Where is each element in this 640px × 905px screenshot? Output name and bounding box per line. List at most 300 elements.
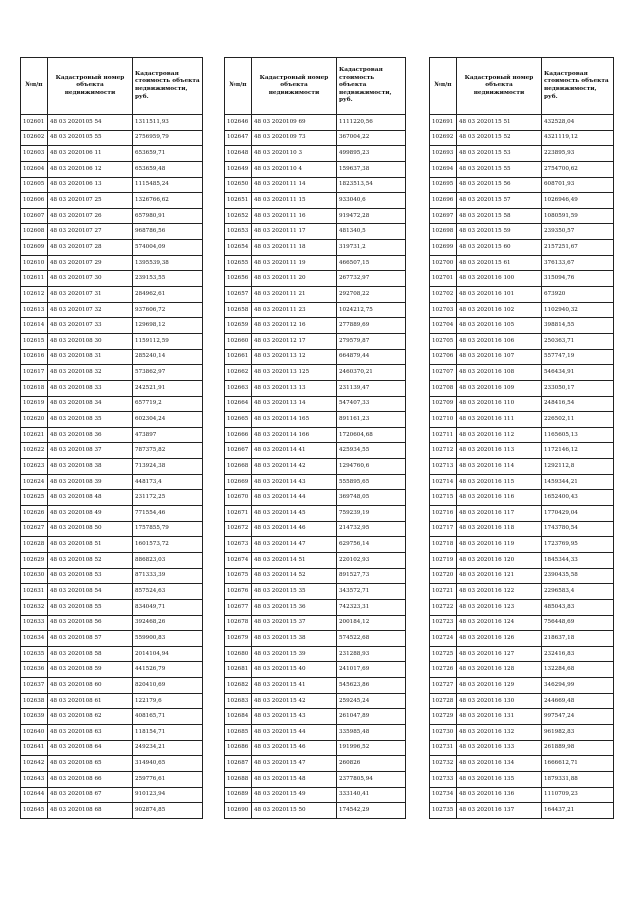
row-number-cell: 102727 [430,678,457,694]
cadastral-number-cell: 48 03 2020108 54 [48,584,133,600]
cadastral-number-cell: 48 03 2020108 67 [48,787,133,803]
cadastral-value-cell: 1026946,49 [542,193,614,209]
cadastral-value-cell: 232416,83 [542,646,614,662]
row-number-cell: 102700 [430,255,457,271]
cadastral-number-cell: 48 03 2020115 59 [457,224,542,240]
table-row [21,552,203,568]
cadastral-value-cell: 285240,14 [133,349,203,365]
cadastral-value-cell: 2377805,94 [337,771,406,787]
cadastral-number-cell: 48 03 2020107 27 [48,224,133,240]
row-number-cell: 102710 [430,412,457,428]
cadastral-number-cell: 48 03 2020116 118 [457,521,542,537]
table-row [430,709,614,725]
cadastral-value-cell: 220102,93 [337,552,406,568]
cadastral-value-cell: 267732,97 [337,271,406,287]
cadastral-number-cell: 48 03 2020106 12 [48,161,133,177]
cadastral-number-cell: 48 03 2020107 31 [48,287,133,303]
table-row [225,771,406,787]
cadastral-table-1 [20,57,203,819]
cadastral-value-cell: 1292112,8 [542,459,614,475]
table-row [225,240,406,256]
row-number-cell: 102733 [430,771,457,787]
cadastral-value-cell: 425934,55 [337,443,406,459]
cadastral-number-cell: 48 03 2020108 31 [48,349,133,365]
table-row [225,349,406,365]
table-row [21,568,203,584]
row-number-cell: 102661 [225,349,252,365]
cadastral-value-cell: 1326766,62 [133,193,203,209]
row-number-cell: 102675 [225,568,252,584]
row-number-cell: 102679 [225,631,252,647]
cadastral-number-cell: 48 03 2020115 50 [252,803,337,819]
row-number-cell: 102601 [21,115,48,131]
cadastral-number-cell: 48 03 2020116 116 [457,490,542,506]
row-number-cell: 102611 [21,271,48,287]
table-row [225,427,406,443]
table-row [430,443,614,459]
row-number-cell: 102647 [225,130,252,146]
cadastral-value-cell: 555895,65 [337,474,406,490]
row-number-cell: 102638 [21,693,48,709]
cadastral-value-cell: 231139,47 [337,380,406,396]
cadastral-number-cell: 48 03 2020108 51 [48,537,133,553]
cadastral-value-cell: 608701,93 [542,177,614,193]
cadastral-number-cell: 48 03 2020116 106 [457,333,542,349]
cadastral-number-cell: 48 03 2020115 42 [252,693,337,709]
table-row [225,271,406,287]
cadastral-value-cell: 2754700,62 [542,161,614,177]
cadastral-value-cell: 657980,91 [133,208,203,224]
cadastral-number-cell: 48 03 2020115 51 [457,115,542,131]
table-row [21,693,203,709]
row-number-cell: 102659 [225,318,252,334]
cadastral-number-cell: 48 03 2020108 39 [48,474,133,490]
header-num: №п/п [21,58,48,115]
cadastral-number-cell: 48 03 2020114 44 [252,490,337,506]
row-number-cell: 102606 [21,193,48,209]
table-row [430,631,614,647]
cadastral-value-cell: 574004,09 [133,240,203,256]
cadastral-number-cell: 48 03 2020108 48 [48,490,133,506]
cadastral-number-cell: 48 03 2020116 133 [457,740,542,756]
table-row [21,224,203,240]
cadastral-value-cell: 248416,54 [542,396,614,412]
row-number-cell: 102608 [21,224,48,240]
row-number-cell: 102718 [430,537,457,553]
table-row [225,208,406,224]
cadastral-value-cell: 244669,48 [542,693,614,709]
row-number-cell: 102688 [225,771,252,787]
row-number-cell: 102671 [225,506,252,522]
row-number-cell: 102636 [21,662,48,678]
row-number-cell: 102623 [21,459,48,475]
row-number-cell: 102691 [430,115,457,131]
table-row [430,302,614,318]
table-row [225,146,406,162]
table-row [430,552,614,568]
cadastral-number-cell: 48 03 2020116 129 [457,678,542,694]
table-row [21,412,203,428]
cadastral-number-cell: 48 03 2020116 107 [457,349,542,365]
cadastral-number-cell: 48 03 2020111 15 [252,193,337,209]
cadastral-value-cell: 1080591,59 [542,208,614,224]
row-number-cell: 102714 [430,474,457,490]
row-number-cell: 102690 [225,803,252,819]
cadastral-number-cell: 48 03 2020116 117 [457,506,542,522]
table-row [430,490,614,506]
cadastral-value-cell: 968786,56 [133,224,203,240]
cadastral-number-cell: 48 03 2020111 23 [252,302,337,318]
table-row [21,506,203,522]
row-number-cell: 102696 [430,193,457,209]
cadastral-number-cell: 48 03 2020115 35 [252,584,337,600]
cadastral-value-cell: 2390435,58 [542,568,614,584]
cadastral-value-cell: 432528,04 [542,115,614,131]
table-row [430,662,614,678]
header-num: №п/п [225,58,252,115]
table-row [430,537,614,553]
cadastral-number-cell: 48 03 2020115 58 [457,208,542,224]
table-row [225,130,406,146]
row-number-cell: 102676 [225,584,252,600]
table-row [21,474,203,490]
cadastral-value-cell: 910123,94 [133,787,203,803]
cadastral-number-cell: 48 03 2020116 136 [457,787,542,803]
table-row [225,161,406,177]
cadastral-value-cell: 250363,71 [542,333,614,349]
row-number-cell: 102628 [21,537,48,553]
cadastral-number-cell: 48 03 2020108 36 [48,427,133,443]
cadastral-number-cell: 48 03 2020107 28 [48,240,133,256]
row-number-cell: 102622 [21,443,48,459]
cadastral-value-cell: 937606,72 [133,302,203,318]
table-row [21,709,203,725]
cadastral-number-cell: 48 03 2020116 131 [457,709,542,725]
cadastral-value-cell: 473897 [133,427,203,443]
table-row [430,193,614,209]
cadastral-value-cell: 546434,91 [542,365,614,381]
cadastral-value-cell: 557747,19 [542,349,614,365]
table-row [225,287,406,303]
cadastral-number-cell: 48 03 2020111 19 [252,255,337,271]
row-number-cell: 102668 [225,459,252,475]
cadastral-value-cell: 218637,18 [542,631,614,647]
cadastral-value-cell: 1723769,95 [542,537,614,553]
cadastral-number-cell: 48 03 2020113 13 [252,380,337,396]
row-number-cell: 102721 [430,584,457,600]
cadastral-value-cell: 481340,5 [337,224,406,240]
row-number-cell: 102699 [430,240,457,256]
cadastral-value-cell: 333140,41 [337,787,406,803]
cadastral-number-cell: 48 03 2020116 102 [457,302,542,318]
cadastral-number-cell: 48 03 2020110 3 [252,146,337,162]
cadastral-number-cell: 48 03 2020113 14 [252,396,337,412]
row-number-cell: 102609 [21,240,48,256]
row-number-cell: 102607 [21,208,48,224]
cadastral-value-cell: 629756,14 [337,537,406,553]
cadastral-number-cell: 48 03 2020116 123 [457,599,542,615]
table-row [225,693,406,709]
table-header-row [21,58,203,115]
row-number-cell: 102672 [225,521,252,537]
table-row [225,318,406,334]
table-row [225,302,406,318]
cadastral-value-cell: 673920 [542,287,614,303]
table-row [430,599,614,615]
cadastral-value-cell: 376133,67 [542,255,614,271]
table-row [430,427,614,443]
table-row [430,333,614,349]
cadastral-number-cell: 48 03 2020111 14 [252,177,337,193]
cadastral-number-cell: 48 03 2020108 30 [48,333,133,349]
table-row [430,740,614,756]
table-row [430,646,614,662]
cadastral-value-cell: 573862,97 [133,365,203,381]
cadastral-value-cell: 653659,71 [133,146,203,162]
cadastral-number-cell: 48 03 2020109 69 [252,115,337,131]
cadastral-number-cell: 48 03 2020108 53 [48,568,133,584]
row-number-cell: 102615 [21,333,48,349]
cadastral-value-cell: 292708,22 [337,287,406,303]
row-number-cell: 102620 [21,412,48,428]
cadastral-value-cell: 1172146,12 [542,443,614,459]
row-number-cell: 102717 [430,521,457,537]
table-row [21,787,203,803]
table-row [430,771,614,787]
cadastral-value-cell: 2460370,21 [337,365,406,381]
table-row [430,287,614,303]
cadastral-value-cell: 132284,68 [542,662,614,678]
cadastral-value-cell: 259245,24 [337,693,406,709]
table-row [430,693,614,709]
table-row [21,771,203,787]
cadastral-value-cell: 1110709,23 [542,787,614,803]
cadastral-value-cell: 164437,21 [542,803,614,819]
table-row [225,631,406,647]
cadastral-number-cell: 48 03 2020113 125 [252,365,337,381]
row-number-cell: 102720 [430,568,457,584]
cadastral-value-cell: 1743780,54 [542,521,614,537]
table-row [21,333,203,349]
cadastral-number-cell: 48 03 2020114 42 [252,459,337,475]
cadastral-value-cell: 997547,24 [542,709,614,725]
cadastral-number-cell: 48 03 2020115 44 [252,724,337,740]
row-number-cell: 102715 [430,490,457,506]
cadastral-number-cell: 48 03 2020115 43 [252,709,337,725]
row-number-cell: 102731 [430,740,457,756]
cadastral-value-cell: 1024212,75 [337,302,406,318]
cadastral-value-cell: 756448,69 [542,615,614,631]
cadastral-number-cell: 48 03 2020116 132 [457,724,542,740]
cadastral-value-cell: 226502,11 [542,412,614,428]
cadastral-number-cell: 48 03 2020114 47 [252,537,337,553]
table-row [225,724,406,740]
row-number-cell: 102613 [21,302,48,318]
row-number-cell: 102618 [21,380,48,396]
row-number-cell: 102652 [225,208,252,224]
row-number-cell: 102726 [430,662,457,678]
cadastral-value-cell: 122179,6 [133,693,203,709]
row-number-cell: 102706 [430,349,457,365]
cadastral-number-cell: 48 03 2020112 16 [252,318,337,334]
cadastral-number-cell: 48 03 2020107 29 [48,255,133,271]
table-row [225,193,406,209]
cadastral-number-cell: 48 03 2020108 58 [48,646,133,662]
table-row [225,380,406,396]
cadastral-value-cell: 1294760,6 [337,459,406,475]
row-number-cell: 102657 [225,287,252,303]
table-row [430,724,614,740]
cadastral-number-cell: 48 03 2020108 57 [48,631,133,647]
table-row [430,396,614,412]
row-number-cell: 102680 [225,646,252,662]
cadastral-number-cell: 48 03 2020115 48 [252,771,337,787]
table-row [430,161,614,177]
cadastral-value-cell: 369748,05 [337,490,406,506]
cadastral-value-cell: 118154,71 [133,724,203,740]
row-number-cell: 102735 [430,803,457,819]
table-row [225,740,406,756]
row-number-cell: 102646 [225,115,252,131]
row-number-cell: 102612 [21,287,48,303]
cadastral-value-cell: 961982,83 [542,724,614,740]
table-header-row [430,58,614,115]
cadastral-number-cell: 48 03 2020105 54 [48,115,133,131]
cadastral-number-cell: 48 03 2020114 45 [252,506,337,522]
row-number-cell: 102674 [225,552,252,568]
cadastral-value-cell: 241017,69 [337,662,406,678]
table-row [21,459,203,475]
row-number-cell: 102655 [225,255,252,271]
header-cadastral-value: Кадастровая стоимость объекта недвижимости, руб. [337,58,406,115]
cadastral-number-cell: 48 03 2020114 43 [252,474,337,490]
header-cadastral-value: Кадастровая стоимость объекта недвижимости, руб. [133,58,203,115]
cadastral-value-cell: 1879331,88 [542,771,614,787]
row-number-cell: 102645 [21,803,48,819]
cadastral-number-cell: 48 03 2020108 66 [48,771,133,787]
cadastral-value-cell: 759239,19 [337,506,406,522]
cadastral-number-cell: 48 03 2020108 33 [48,380,133,396]
cadastral-number-cell: 48 03 2020116 112 [457,427,542,443]
row-number-cell: 102621 [21,427,48,443]
cadastral-value-cell: 1395539,38 [133,255,203,271]
cadastral-number-cell: 48 03 2020116 126 [457,631,542,647]
table-row [430,474,614,490]
cadastral-number-cell: 48 03 2020111 20 [252,271,337,287]
table-row [225,568,406,584]
cadastral-value-cell: 886823,03 [133,552,203,568]
row-number-cell: 102663 [225,380,252,396]
row-number-cell: 102713 [430,459,457,475]
cadastral-number-cell: 48 03 2020108 62 [48,709,133,725]
row-number-cell: 102712 [430,443,457,459]
cadastral-value-cell: 1311511,93 [133,115,203,131]
row-number-cell: 102678 [225,615,252,631]
cadastral-value-cell: 319731,2 [337,240,406,256]
table-row [430,568,614,584]
row-number-cell: 102653 [225,224,252,240]
cadastral-number-cell: 48 03 2020108 64 [48,740,133,756]
table-row [225,459,406,475]
row-number-cell: 102604 [21,161,48,177]
table-row [21,146,203,162]
cadastral-number-cell: 48 03 2020116 113 [457,443,542,459]
cadastral-value-cell: 657719,2 [133,396,203,412]
cadastral-number-cell: 48 03 2020111 21 [252,287,337,303]
cadastral-number-cell: 48 03 2020116 134 [457,756,542,772]
cadastral-number-cell: 48 03 2020108 55 [48,599,133,615]
row-number-cell: 102686 [225,740,252,756]
cadastral-number-cell: 48 03 2020108 56 [48,615,133,631]
cadastral-value-cell: 1165605,13 [542,427,614,443]
cadastral-value-cell: 1823513,54 [337,177,406,193]
table-row [430,271,614,287]
row-number-cell: 102729 [430,709,457,725]
table-row [21,177,203,193]
row-number-cell: 102692 [430,130,457,146]
row-number-cell: 102694 [430,161,457,177]
row-number-cell: 102677 [225,599,252,615]
row-number-cell: 102624 [21,474,48,490]
row-number-cell: 102632 [21,599,48,615]
cadastral-number-cell: 48 03 2020116 108 [457,365,542,381]
cadastral-value-cell: 314940,65 [133,756,203,772]
cadastral-number-cell: 48 03 2020116 100 [457,271,542,287]
cadastral-value-cell: 664879,44 [337,349,406,365]
row-number-cell: 102716 [430,506,457,522]
cadastral-value-cell: 2296583,4 [542,584,614,600]
table-row [21,427,203,443]
table-row [430,115,614,131]
table-row [21,490,203,506]
cadastral-number-cell: 48 03 2020116 135 [457,771,542,787]
row-number-cell: 102728 [430,693,457,709]
cadastral-value-cell: 891161,23 [337,412,406,428]
row-number-cell: 102627 [21,521,48,537]
row-number-cell: 102670 [225,490,252,506]
cadastral-value-cell: 1845344,33 [542,552,614,568]
cadastral-number-cell: 48 03 2020116 101 [457,287,542,303]
row-number-cell: 102689 [225,787,252,803]
cadastral-value-cell: 902874,85 [133,803,203,819]
row-number-cell: 102723 [430,615,457,631]
cadastral-value-cell: 466507,15 [337,255,406,271]
row-number-cell: 102648 [225,146,252,162]
row-number-cell: 102640 [21,724,48,740]
row-number-cell: 102662 [225,365,252,381]
cadastral-value-cell: 159637,38 [337,161,406,177]
cadastral-value-cell: 1601573,72 [133,537,203,553]
table-row [225,521,406,537]
cadastral-number-cell: 48 03 2020116 110 [457,396,542,412]
cadastral-value-cell: 499895,23 [337,146,406,162]
table-row [430,365,614,381]
header-num: №п/п [430,58,457,115]
cadastral-value-cell: 1757855,79 [133,521,203,537]
table-row [21,803,203,819]
table-row [225,803,406,819]
cadastral-value-cell: 191996,52 [337,740,406,756]
cadastral-number-cell: 48 03 2020115 37 [252,615,337,631]
cadastral-value-cell: 233050,17 [542,380,614,396]
cadastral-table-3 [429,57,614,819]
row-number-cell: 102722 [430,599,457,615]
cadastral-value-cell: 174542,29 [337,803,406,819]
header-cadastral-number: Кадастровый номер объекта недвижимости [48,58,133,115]
table-row [21,443,203,459]
table-row [430,584,614,600]
row-number-cell: 102664 [225,396,252,412]
